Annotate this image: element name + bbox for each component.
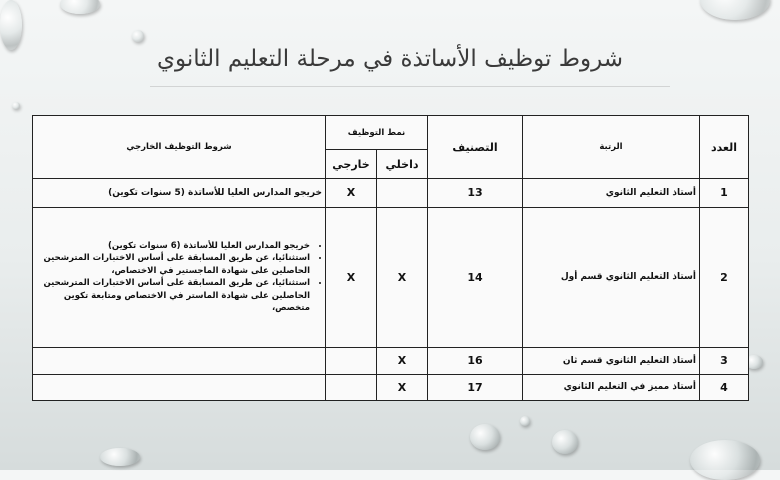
header-recruitment-mode: نمط التوظيف [326, 116, 428, 150]
row-conditions [33, 348, 326, 374]
table-row [33, 374, 749, 401]
row-rank: أستاذ مميز في التعليم الثانوي [523, 374, 700, 401]
water-drop-decoration [12, 102, 20, 109]
row-rank: أستاذ التعليم الثانوي قسم أول [523, 207, 700, 348]
row-conditions [33, 179, 326, 208]
row-external-mark [326, 374, 377, 401]
condition-text: خريجو المدارس العليا للأساتذة (5 سنوات تكوين) [108, 187, 322, 198]
water-drop-decoration [552, 430, 578, 454]
water-drop-decoration [100, 448, 140, 466]
water-drop-decoration [690, 440, 760, 480]
row-conditions [33, 207, 326, 348]
recruitment-conditions-table [32, 115, 749, 401]
water-drop-decoration [60, 0, 100, 14]
row-internal-mark: X [377, 348, 428, 374]
row-number: 3 [700, 348, 749, 374]
condition-item: • استثنائيا، عن طريق المسابقة على أساس الاختبارات المترشحين الحاصلين على شهادة الماستر في الاختصاص ومتابعة تكوين متخصص، [36, 277, 310, 315]
water-drop-decoration [470, 424, 500, 450]
condition-item: • استثنائيا، عن طريق المسابقة على أساس الاختبارات المترشحين الحاصلين على شهادة الماجستير في الاختصاص، [36, 252, 310, 277]
page-title: شروط توظيف الأساتذة في مرحلة التعليم الثانوي [156, 46, 624, 72]
water-drop-decoration [700, 0, 770, 20]
title-divider [150, 86, 670, 87]
water-drop-decoration [520, 416, 530, 426]
header-rank: الرتبة [523, 116, 700, 179]
row-classification: 17 [428, 374, 523, 401]
row-number: 4 [700, 374, 749, 401]
table-row [33, 179, 749, 208]
header-external-conditions: شروط التوظيف الخارجي [33, 116, 326, 179]
row-internal-mark: X [377, 207, 428, 348]
header-classification: التصنيف [428, 116, 523, 179]
header-internal: داخلي [377, 150, 428, 179]
row-classification: 13 [428, 179, 523, 208]
row-external-mark: X [326, 207, 377, 348]
row-rank: أستاذ التعليم الثانوي قسم ثان [523, 348, 700, 374]
row-external-mark [326, 348, 377, 374]
condition-item: • خريجو المدارس العليا للأساتذة (6 سنوات تكوين) [36, 240, 310, 253]
table-row [33, 207, 749, 348]
row-number: 2 [700, 207, 749, 348]
row-number: 1 [700, 179, 749, 208]
header-external: خارجي [326, 150, 377, 179]
water-drop-decoration [0, 0, 22, 50]
table-row [33, 348, 749, 374]
row-internal-mark: X [377, 374, 428, 401]
row-rank: أستاذ التعليم الثانوي [523, 179, 700, 208]
row-classification: 16 [428, 348, 523, 374]
water-drop-decoration [132, 30, 144, 42]
header-number: العدد [700, 116, 749, 179]
row-classification: 14 [428, 207, 523, 348]
row-conditions [33, 374, 326, 401]
row-internal-mark [377, 179, 428, 208]
row-external-mark: X [326, 179, 377, 208]
